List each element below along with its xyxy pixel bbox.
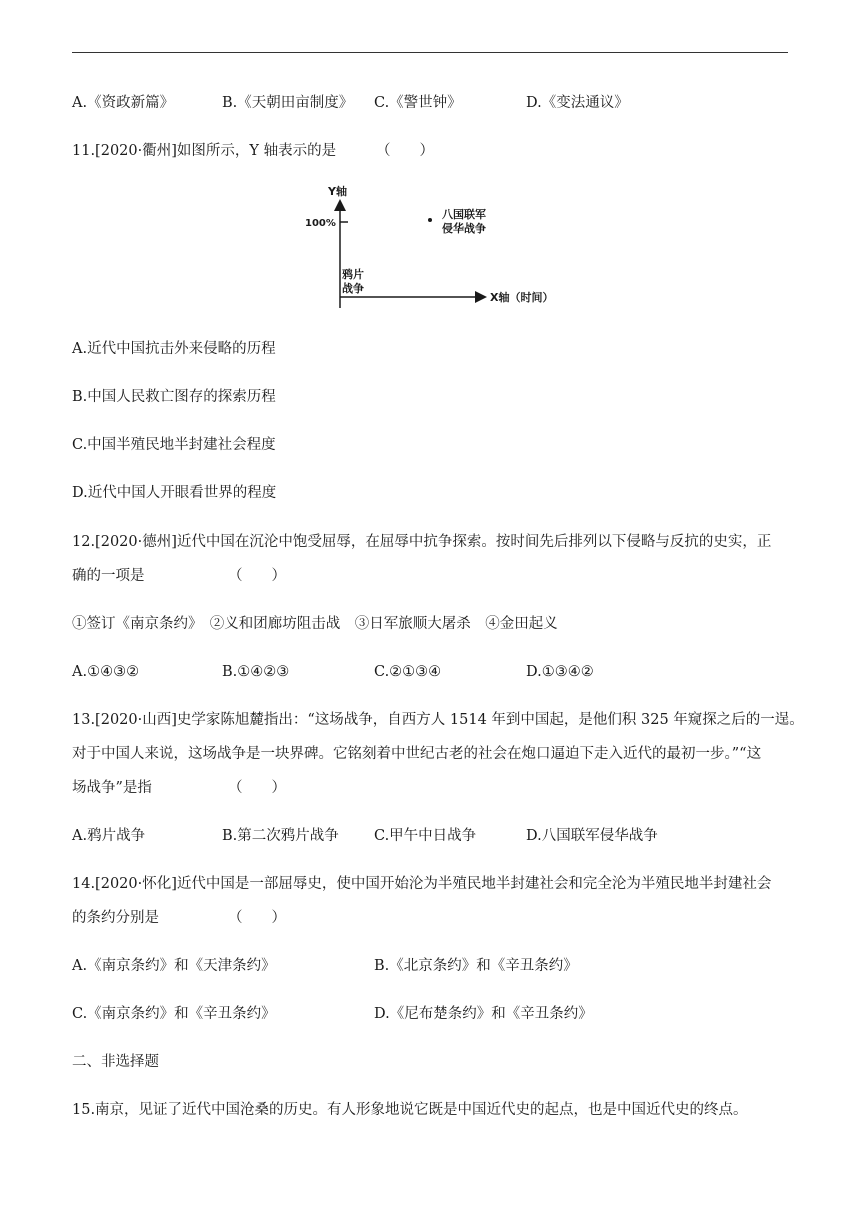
x-axis-label: X轴（时间） <box>490 291 554 304</box>
q10-option-c: C.《警世钟》 <box>374 95 462 111</box>
q12-option-c: C.②①③④ <box>374 664 442 680</box>
q13-option-c: C.甲午中日战争 <box>374 828 477 844</box>
y-axis-label: Y轴 <box>328 185 347 198</box>
q12-option-d: D.①③④② <box>526 664 594 680</box>
q13-option-b: B.第二次鸦片战争 <box>222 828 339 844</box>
q10-option-a: A.《资政新篇》 <box>72 95 175 111</box>
q12-stem-line2: 确的一项是 <box>72 568 145 584</box>
q13-option-a: A.鸦片战争 <box>72 828 146 844</box>
q11-option-d: D.近代中国人开眼看世界的程度 <box>72 485 277 501</box>
q11-stem <box>72 141 336 161</box>
q12-option-b: B.①④②③ <box>222 664 290 680</box>
q11-option-c: C.中国半殖民地半封建社会程度 <box>72 437 276 453</box>
q13-answer-bracket: （ ） <box>228 780 286 796</box>
q14-answer-bracket: （ ） <box>228 910 286 926</box>
q11-axis-figure <box>300 182 580 318</box>
q14-option-b: B.《北京条约》和《辛丑条约》 <box>374 958 578 974</box>
q14-stem-line2: 的条约分别是 <box>72 910 159 926</box>
q14-option-d: D.《尼布楚条约》和《辛丑条约》 <box>374 1006 593 1022</box>
q12-answer-bracket: （ ） <box>228 568 286 584</box>
q14-stem-line1: 14.[2020·怀化]近代中国是一部屈辱史，使中国开始沦为半殖民地半封建社会和完全沦为半殖民地半封建社会 <box>72 876 772 892</box>
q14-option-a: A.《南京条约》和《天津条约》 <box>72 958 276 974</box>
section2-title: 二、非选择题 <box>72 1054 159 1070</box>
q14-option-c: C.《南京条约》和《辛丑条约》 <box>72 1006 276 1022</box>
origin-label-line2: 战争 <box>342 282 364 295</box>
q11-option-a: A.近代中国抗击外来侵略的历程 <box>72 341 276 357</box>
event-point <box>428 218 432 222</box>
q11-answer-bracket: （ ） <box>376 143 434 159</box>
q13-option-d: D.八国联军侵华战争 <box>526 828 658 844</box>
header-rule <box>72 52 788 53</box>
q10-option-b: B.《天朝田亩制度》 <box>222 95 354 111</box>
q13-stem-line3: 场战争”是指 <box>72 780 152 796</box>
q11-option-b: B.中国人民救亡图存的探索历程 <box>72 389 276 405</box>
q13-stem-line1: 13.[2020·山西]史学家陈旭麓指出：“这场战争，自西方人 1514 年到中国起，是他们积 325 年窥探之后的一逞。 <box>72 712 804 728</box>
point-label-line1: 八国联军 <box>442 208 486 221</box>
q12-events: ①签订《南京条约》 ②义和团廊坊阻击战 ③日军旅顺大屠杀 ④金田起义 <box>72 616 558 632</box>
axis-diagram <box>300 182 580 318</box>
point-label-line2: 侵华战争 <box>442 222 486 235</box>
q12-stem-line1: 12.[2020·德州]近代中国在沉沦中饱受屈辱，在屈辱中抗争探索。按时间先后排列以下侵略与反抗的史实，正 <box>72 534 772 550</box>
y-tick-label: 100% <box>305 218 336 229</box>
q15-stem: 15.南京，见证了近代中国沧桑的历史。有人形象地说它既是中国近代史的起点，也是中国近代史的终点。 <box>72 1102 748 1118</box>
q13-stem-line2: 对于中国人来说，这场战争是一块界碑。它铭刻着中世纪古老的社会在炮口逼迫下走入近代的最初一步。”“这 <box>72 746 762 762</box>
q10-option-d: D.《变法通议》 <box>526 95 629 111</box>
q12-option-a: A.①④③② <box>72 664 140 680</box>
q11-stem-text: 11.[2020·衢州]如图所示，Y 轴表示的是 <box>72 143 337 159</box>
origin-label-line1: 鸦片 <box>342 268 364 281</box>
